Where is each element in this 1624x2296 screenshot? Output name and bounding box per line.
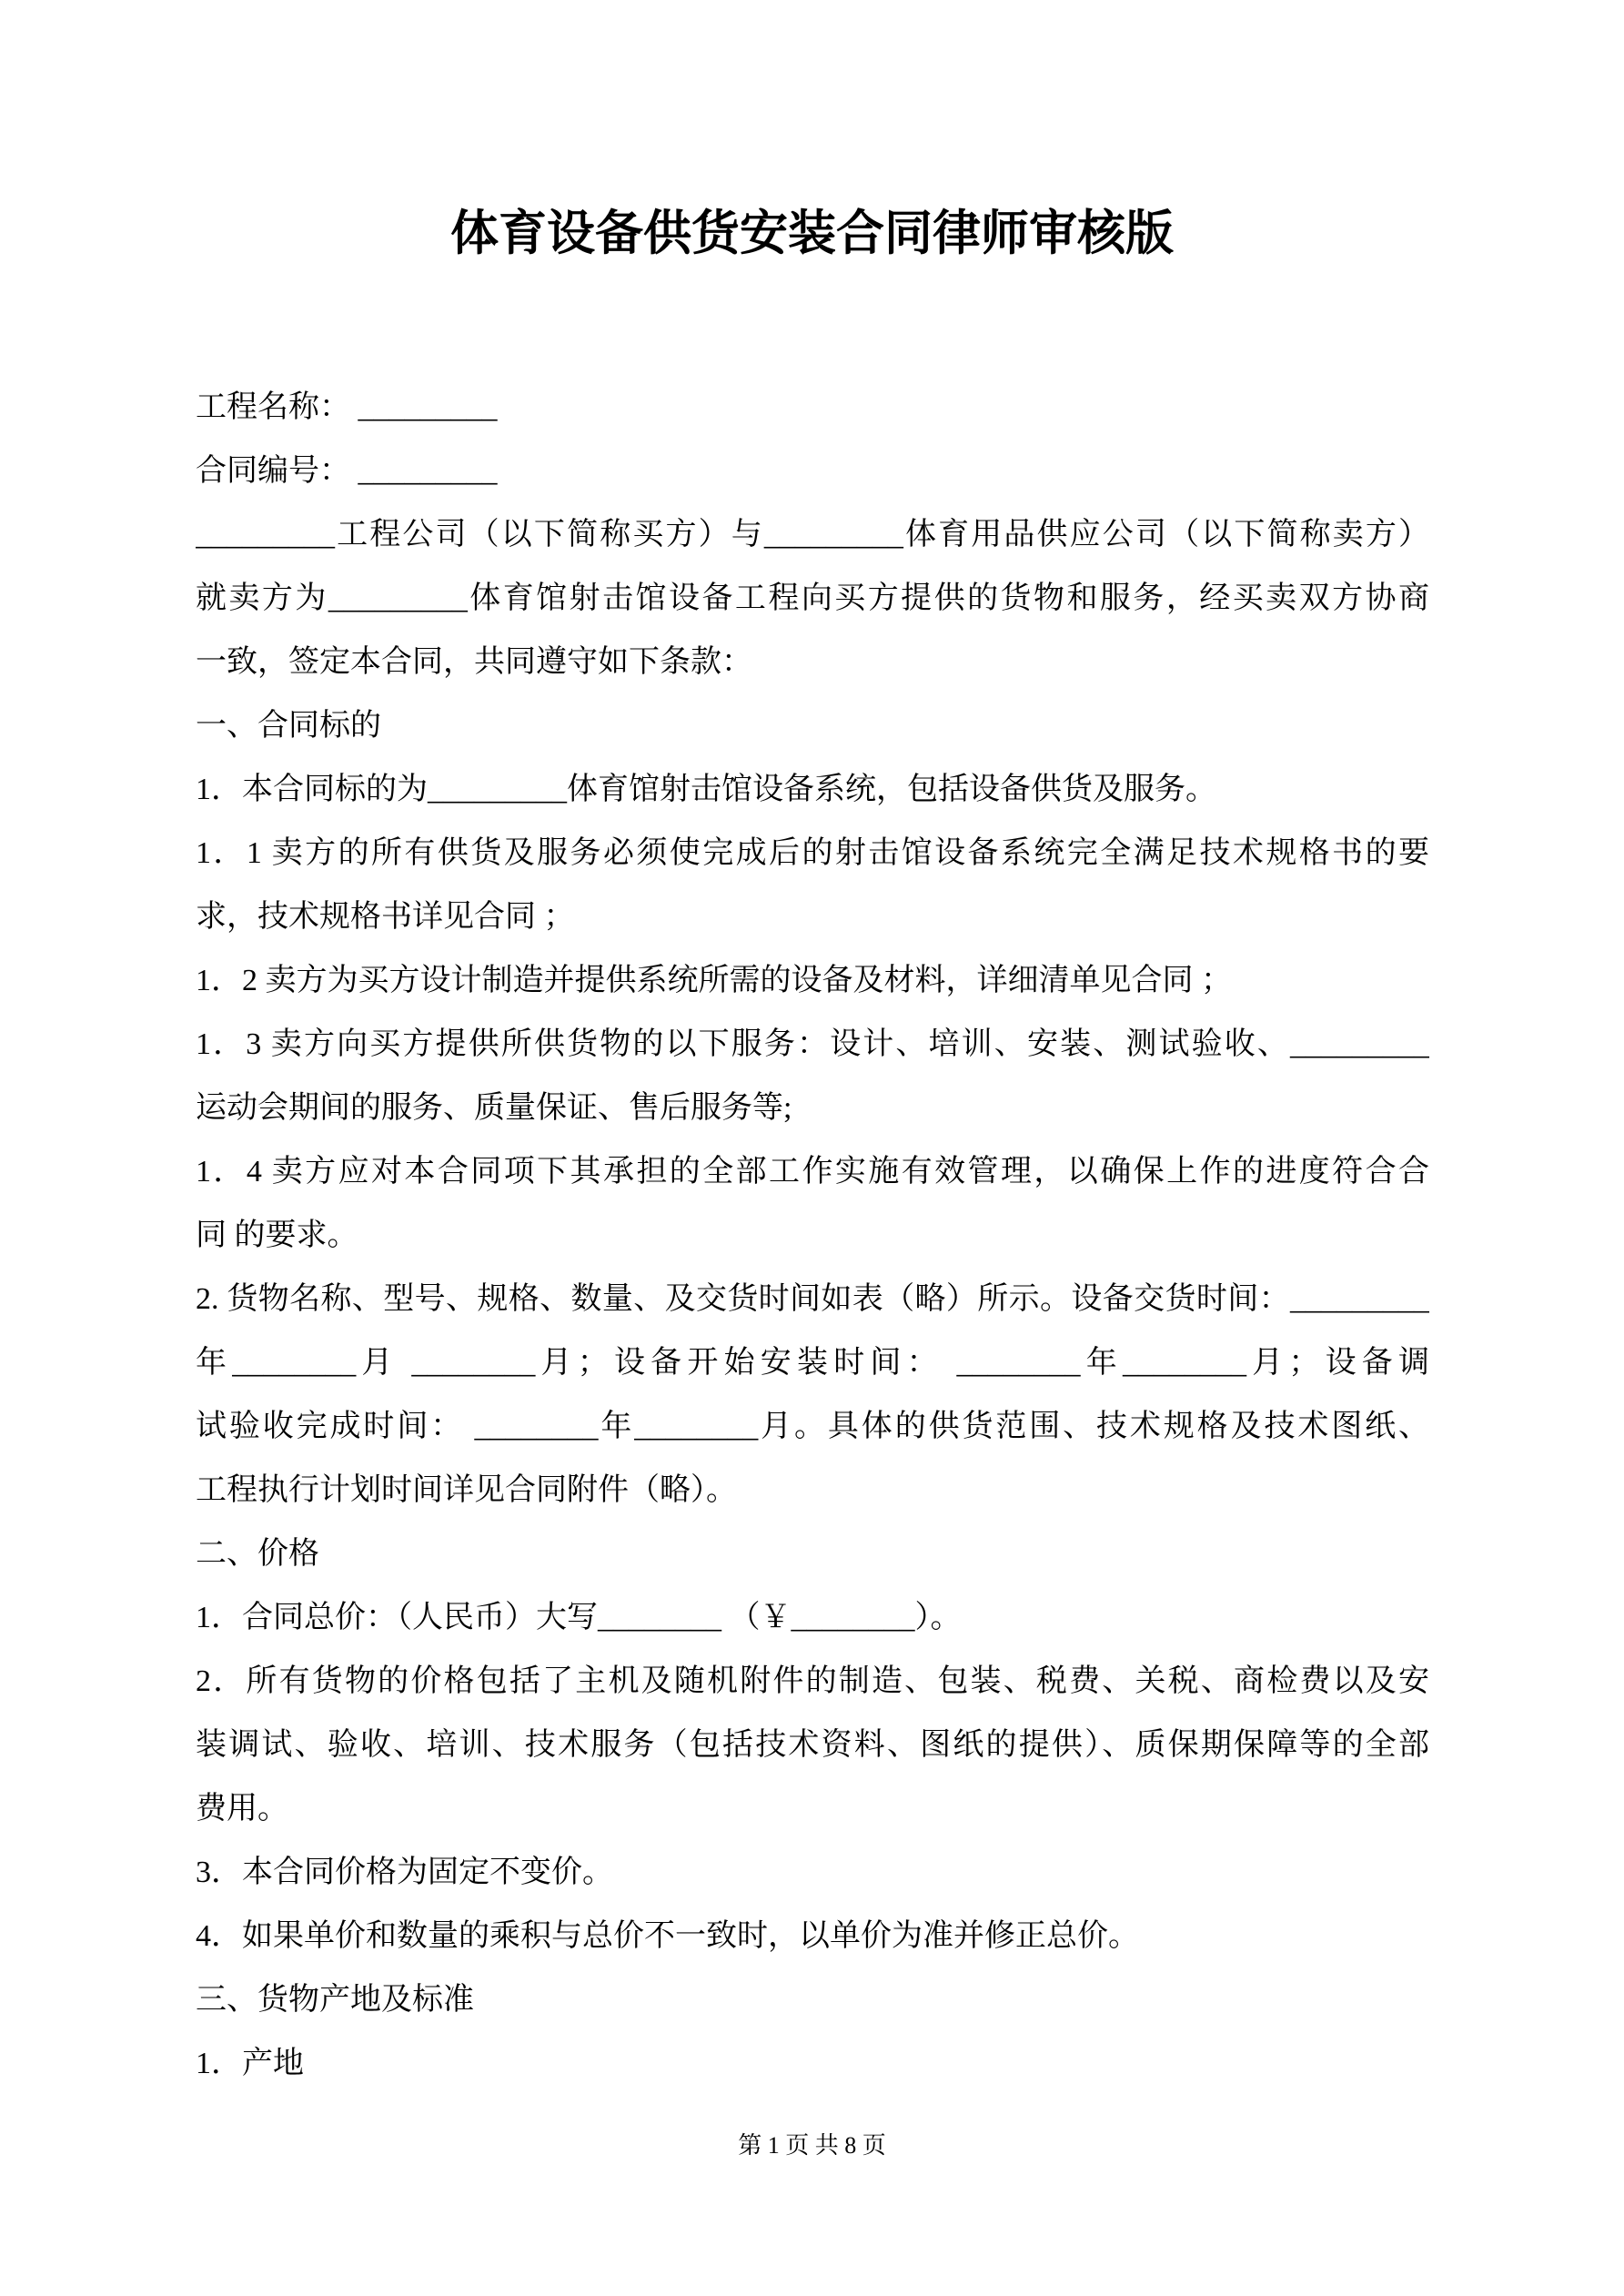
intro-line-3: 一致，签定本合同，共同遵守如下条款： [196,645,752,679]
clause-1-4-line-1: 1．4 卖方应对本合同项下其承担的全部工作实施有效管理，以确保上作的进度符合合 [196,1155,1429,1188]
clause-2-line-1: 2. 货物名称、型号、规格、数量、及交货时间如表（略）所示。设备交货时间：_________ [196,1282,1429,1316]
origin-clause-1: 1．产地 [196,2047,304,2080]
clause-2-line-2: 年________月 ________月；设备开始安装时间： ________年________月；设备调 [196,1346,1429,1380]
clause-1: 1．本合同标的为_________体育馆射击馆设备系统，包括设备供货及服务。 [196,773,1216,806]
page-number-footer: 第 1 页 共 8 页 [738,2132,886,2159]
clause-2-line-3: 试验收完成时间： ________年________月。具体的供货范围、技术规格及技术图纸、 [196,1410,1429,1443]
intro-line-1: _________工程公司（以下简称买方）与_________体育用品供应公司（以下简称卖方） [196,518,1429,551]
heading-section-2: 二、价格 [196,1537,319,1571]
field-contract-number: 合同编号： _________ [196,454,498,488]
price-clause-2-line-2: 装调试、验收、培训、技术服务（包括技术资料、图纸的提供）、质保期保障等的全部 [196,1728,1429,1762]
price-clause-3: 3．本合同价格为固定不变价。 [196,1856,613,1889]
clause-1-3-line-2: 运动会期间的服务、质量保证、售后服务等; [196,1091,792,1125]
price-clause-1: 1．合同总价：（人民币）大写________ （￥________）。 [196,1601,962,1634]
clause-2-line-4: 工程执行计划时间详见合同附件（略）。 [196,1473,737,1507]
clause-1-3-line-1: 1．3 卖方向买方提供所供货物的以下服务：设计、培训、安装、测试验收、_________ [196,1027,1429,1061]
field-project-name: 工程名称： _________ [196,390,498,424]
clause-1-1-line-1: 1．1 卖方的所有供货及服务必须使完成后的射击馆设备系统完全满足技术规格书的要 [196,836,1429,870]
price-clause-2-line-1: 2．所有货物的价格包括了主机及随机附件的制造、包装、税费、关税、商检费以及安 [196,1664,1429,1698]
document-title: 体育设备供货安装合同律师审核版 [450,207,1174,260]
intro-line-2: 就卖方为_________体育馆射击馆设备工程向买方提供的货物和服务，经买卖双方协商 [196,582,1429,615]
clause-1-2: 1．2 卖方为买方设计制造并提供系统所需的设备及材料，详细清单见合同 ； [196,964,1232,997]
heading-section-3: 三、货物产地及标准 [196,1983,474,2017]
price-clause-2-line-3: 费用。 [196,1792,288,1826]
document-body [196,376,1429,2096]
clause-1-4-line-2: 同 的要求。 [196,1219,358,1252]
price-clause-4: 4．如果单价和数量的乘积与总价不一致时，以单价为准并修正总价。 [196,1919,1139,1953]
heading-section-1: 一、合同标的 [196,709,381,743]
clause-1-1-line-2: 求，技术规格书详见合同 ； [196,900,575,934]
